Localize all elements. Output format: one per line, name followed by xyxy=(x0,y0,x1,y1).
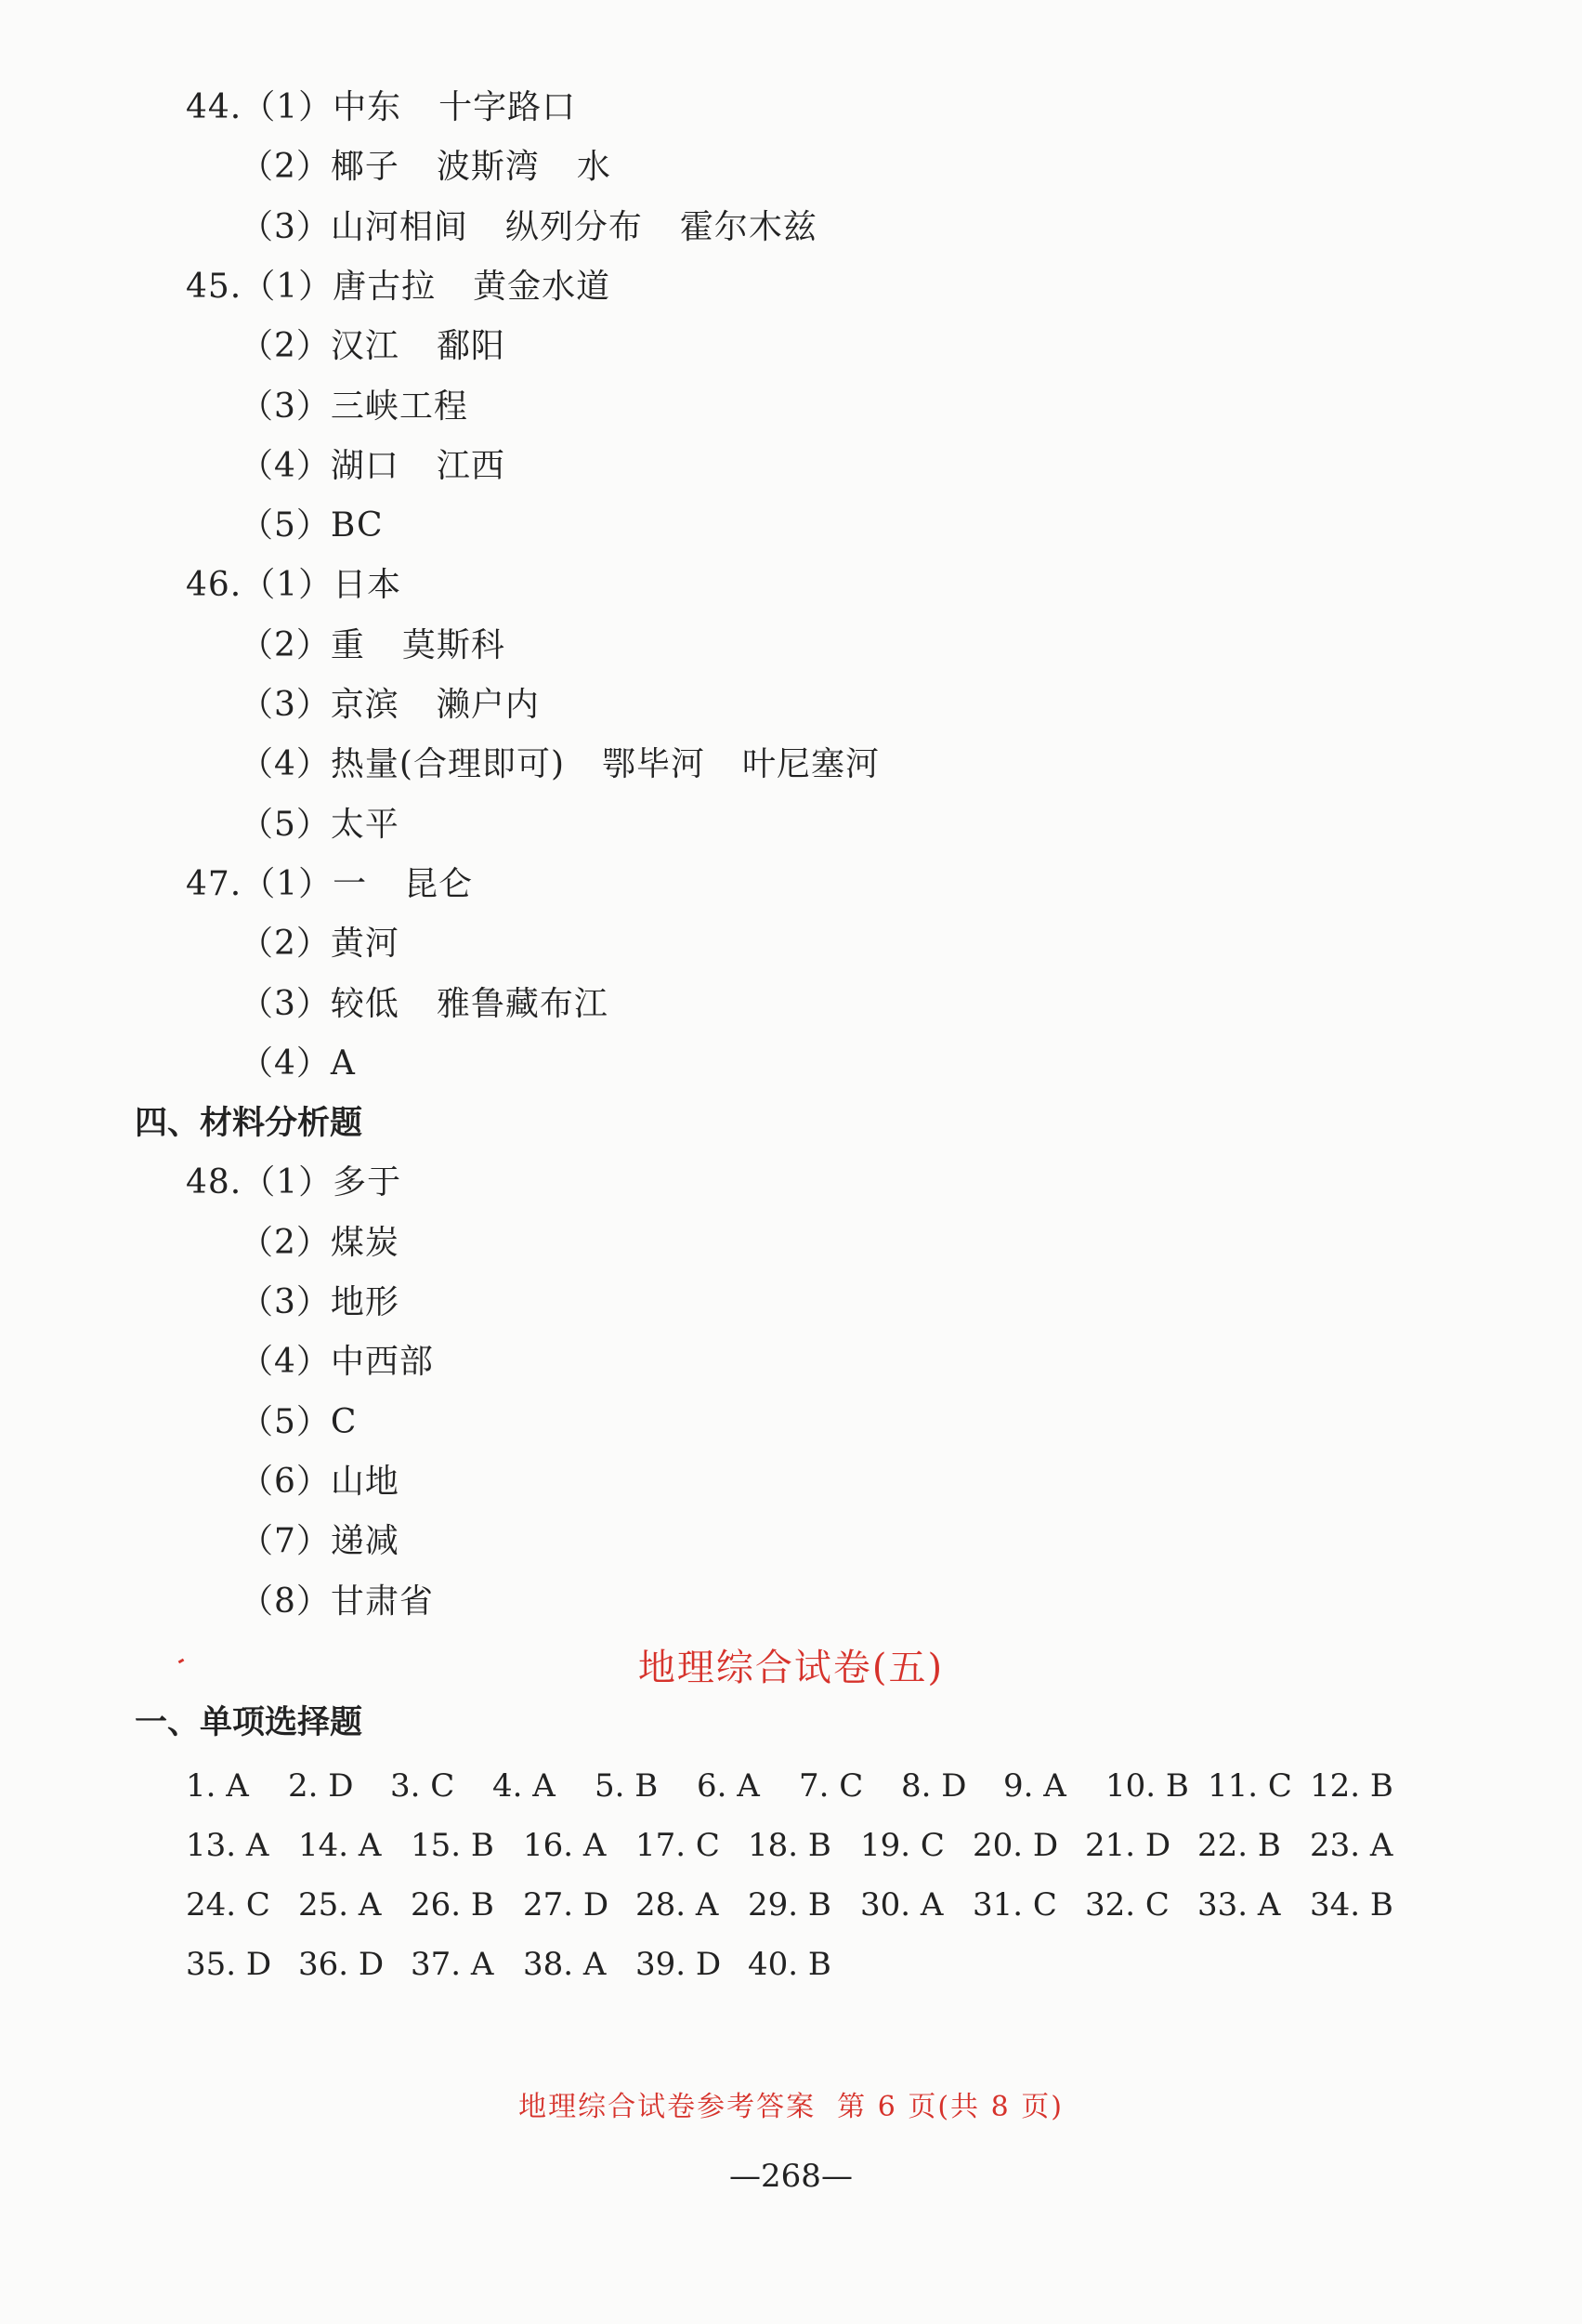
mc-answer-item: 35. D xyxy=(186,1946,272,1983)
answer-term: 霍尔木兹 xyxy=(679,208,817,246)
mc-answer-item: 17. C xyxy=(635,1827,720,1864)
mc-answer-item: 34. B xyxy=(1310,1886,1393,1924)
mc-answer-item: 6. A xyxy=(697,1767,760,1805)
mc-answer-item: 24. C xyxy=(186,1886,270,1924)
mc-answer-item: 8. D xyxy=(901,1767,967,1805)
section-heading-material-analysis xyxy=(135,1103,362,1144)
sub-answer-line xyxy=(240,326,505,367)
question-answer-line xyxy=(186,87,576,128)
answer-term: 叶尼塞河 xyxy=(742,745,881,783)
mc-answer-item: 30. A xyxy=(860,1886,944,1924)
question-answer-line xyxy=(186,267,610,308)
mc-answer-item: 21. D xyxy=(1085,1827,1171,1864)
answer-text: （3）较低 xyxy=(240,985,399,1023)
mc-answer-item: 18. B xyxy=(748,1827,831,1864)
answer-text: （4）中西部 xyxy=(240,1343,434,1381)
answer-term: 黄金水道 xyxy=(473,268,611,306)
mc-answer-item: 4. A xyxy=(492,1767,556,1805)
mc-answer-item: 10. B xyxy=(1105,1767,1189,1805)
mc-answer-item: 12. B xyxy=(1310,1767,1393,1805)
sub-answer-line xyxy=(240,1521,399,1562)
answer-text: （2）椰子 xyxy=(240,148,399,186)
mc-answer-item: 38. A xyxy=(523,1946,607,1983)
answer-text: （7）递减 xyxy=(240,1522,399,1560)
answer-text: （3）山河相间 xyxy=(240,208,468,246)
mc-answer-item: 31. C xyxy=(973,1886,1057,1924)
sub-answer-line xyxy=(240,924,399,965)
mc-answer-item: 29. B xyxy=(748,1886,831,1924)
sub-answer-line xyxy=(240,1342,434,1383)
answer-text: （8）甘肃省 xyxy=(240,1582,434,1621)
answer-text: （3）三峡工程 xyxy=(240,387,468,426)
mc-answer-item: 5. B xyxy=(595,1767,659,1805)
mc-answer-item: 26. B xyxy=(411,1886,494,1924)
answer-text: （5）BC xyxy=(240,506,384,545)
mc-answer-item: 39. D xyxy=(635,1946,722,1983)
question-answer-line xyxy=(186,864,473,905)
answer-text: 47.（1）一 xyxy=(186,865,368,903)
sub-answer-line xyxy=(240,207,817,248)
mc-answer-item: 22. B xyxy=(1197,1827,1281,1864)
question-answer-line xyxy=(186,1162,401,1203)
answer-term: 鄱阳 xyxy=(436,327,505,365)
sub-answer-line xyxy=(240,446,505,487)
answer-text: （5）太平 xyxy=(240,806,399,844)
sub-answer-line xyxy=(240,685,540,726)
answer-text: （4）湖口 xyxy=(240,447,399,485)
mc-answer-item: 27. D xyxy=(523,1886,609,1924)
answer-term: 江西 xyxy=(436,447,505,485)
page-number: —268— xyxy=(729,2158,853,2195)
answer-text: （2）煤炭 xyxy=(240,1224,399,1262)
mc-answer-item: 40. B xyxy=(748,1946,831,1983)
mc-answer-item: 20. D xyxy=(973,1827,1059,1864)
mc-answer-item: 9. A xyxy=(1003,1767,1066,1805)
mc-answer-item: 19. C xyxy=(860,1827,945,1864)
sub-answer-line xyxy=(240,147,611,188)
mc-answer-item: 3. C xyxy=(390,1767,455,1805)
paper-title: 地理综合试卷(五) xyxy=(637,1647,945,1689)
answer-text: 四、材料分析题 xyxy=(135,1105,363,1142)
mc-answer-item: 32. C xyxy=(1085,1886,1170,1924)
answer-text: （3）地形 xyxy=(240,1283,399,1321)
sub-answer-line xyxy=(240,1582,434,1622)
mc-answer-item: 2. D xyxy=(288,1767,354,1805)
answer-text: 46.（1）日本 xyxy=(186,566,402,604)
answer-text: 45.（1）唐古拉 xyxy=(186,268,437,306)
answer-term: 鄂毕河 xyxy=(602,745,706,783)
sub-answer-line xyxy=(240,1223,399,1264)
answer-text: （4）热量(合理即可) xyxy=(240,745,565,783)
sub-answer-line xyxy=(240,1282,399,1323)
answer-text: （3）京滨 xyxy=(240,686,399,724)
mc-answer-item: 7. C xyxy=(799,1767,864,1805)
answer-text: 48.（1）多于 xyxy=(186,1163,402,1201)
answer-text: 44.（1）中东 xyxy=(186,88,402,126)
sub-answer-line xyxy=(240,387,468,427)
answer-text: （4）A xyxy=(240,1044,356,1083)
mc-answer-item: 37. A xyxy=(411,1946,494,1983)
mc-answer-item: 15. B xyxy=(411,1827,494,1864)
sub-answer-line xyxy=(240,805,399,846)
mc-answer-item: 13. A xyxy=(186,1827,269,1864)
mc-answer-item: 14. A xyxy=(298,1827,382,1864)
answer-term: 昆仑 xyxy=(404,865,474,903)
answer-term: 十字路口 xyxy=(438,88,577,126)
section-heading-single-choice: 一、单项选择题 xyxy=(135,1704,363,1741)
page-footer: 地理综合试卷参考答案 第 6 页(共 8 页) xyxy=(518,2091,1064,2123)
answer-text: （2）汉江 xyxy=(240,327,399,365)
sub-answer-line xyxy=(240,1462,399,1503)
answer-term: 水 xyxy=(576,148,611,186)
question-answer-line xyxy=(186,565,401,606)
answer-term: 雅鲁藏布江 xyxy=(436,985,608,1023)
sub-answer-line xyxy=(240,1402,357,1443)
mc-answer-item: 1. A xyxy=(186,1767,249,1805)
sub-answer-line xyxy=(240,744,880,785)
sub-answer-line xyxy=(240,506,384,546)
answer-term: 波斯湾 xyxy=(436,148,540,186)
mc-answer-item: 16. A xyxy=(523,1827,607,1864)
sub-answer-line xyxy=(240,1044,356,1084)
sub-answer-line xyxy=(240,625,505,666)
answer-term: 莫斯科 xyxy=(401,626,505,664)
mc-answer-item: 25. A xyxy=(298,1886,382,1924)
answer-text: （2）重 xyxy=(240,626,365,664)
mc-answer-item: 11. C xyxy=(1208,1767,1292,1805)
answer-term: 濑户内 xyxy=(436,686,540,724)
mc-answer-item: 23. A xyxy=(1310,1827,1393,1864)
answer-text: （6）山地 xyxy=(240,1463,399,1501)
answer-term: 纵列分布 xyxy=(504,208,643,246)
answer-text: （2）黄河 xyxy=(240,925,399,963)
mc-answer-item: 33. A xyxy=(1197,1886,1281,1924)
mc-answer-item: 28. A xyxy=(635,1886,719,1924)
sub-answer-line xyxy=(240,984,608,1025)
mc-answer-item: 36. D xyxy=(298,1946,385,1983)
answer-text: （5）C xyxy=(240,1403,358,1441)
